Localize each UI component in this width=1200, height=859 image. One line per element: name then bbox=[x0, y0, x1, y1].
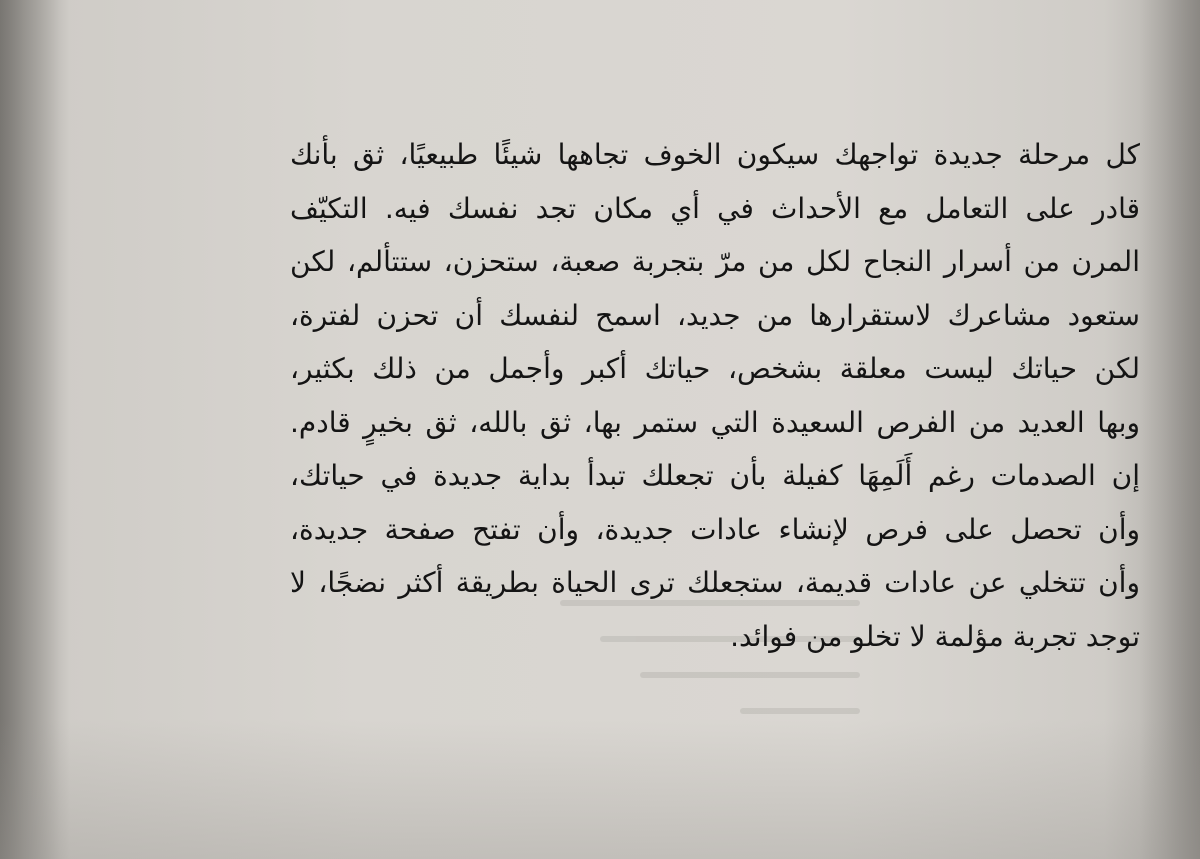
paragraph-line: وبها العديد من الفرص السعيدة التي ستمر بها، ثق بالله، ثق بخيرٍ قادم. bbox=[290, 405, 1140, 439]
paragraph-line: وأن تتخلي عن عادات قديمة، ستجعلك ترى الحياة بطريقة أكثر نضجًا، لا bbox=[290, 566, 1140, 599]
paragraph-line: إن الصدمات رغم أَلَمِهَا كفيلة بأن تجعلك تبدأ بداية جديدة في حياتك، bbox=[290, 459, 1140, 492]
paragraph-line: المرن من أسرار النجاح لكل من مرّ بتجربة صعبة، ستحزن، ستتألم، لكن bbox=[290, 245, 1140, 278]
paragraph bbox=[290, 128, 1140, 663]
paragraph-line: ستعود مشاعرك لاستقرارها من جديد، اسمح لنفسك أن تحزن لفترة، bbox=[290, 298, 1140, 332]
paragraph-line: لكن حياتك ليست معلقة بشخص، حياتك أكبر وأجمل من ذلك بكثير، bbox=[290, 352, 1140, 385]
paragraph-line: وأن تحصل على فرص لإنشاء عادات جديدة، وأن تفتح صفحة جديدة، bbox=[290, 512, 1140, 546]
paragraph-line: توجد تجربة مؤلمة لا تخلو من فوائد. bbox=[730, 619, 1140, 653]
paragraph-line: كل مرحلة جديدة تواجهك سيكون الخوف تجاهها شيئًا طبيعيًا، ثق بأنك bbox=[290, 138, 1140, 171]
paragraph-line: قادر على التعامل مع الأحداث في أي مكان تجد نفسك فيه. التكيّف bbox=[290, 191, 1140, 225]
